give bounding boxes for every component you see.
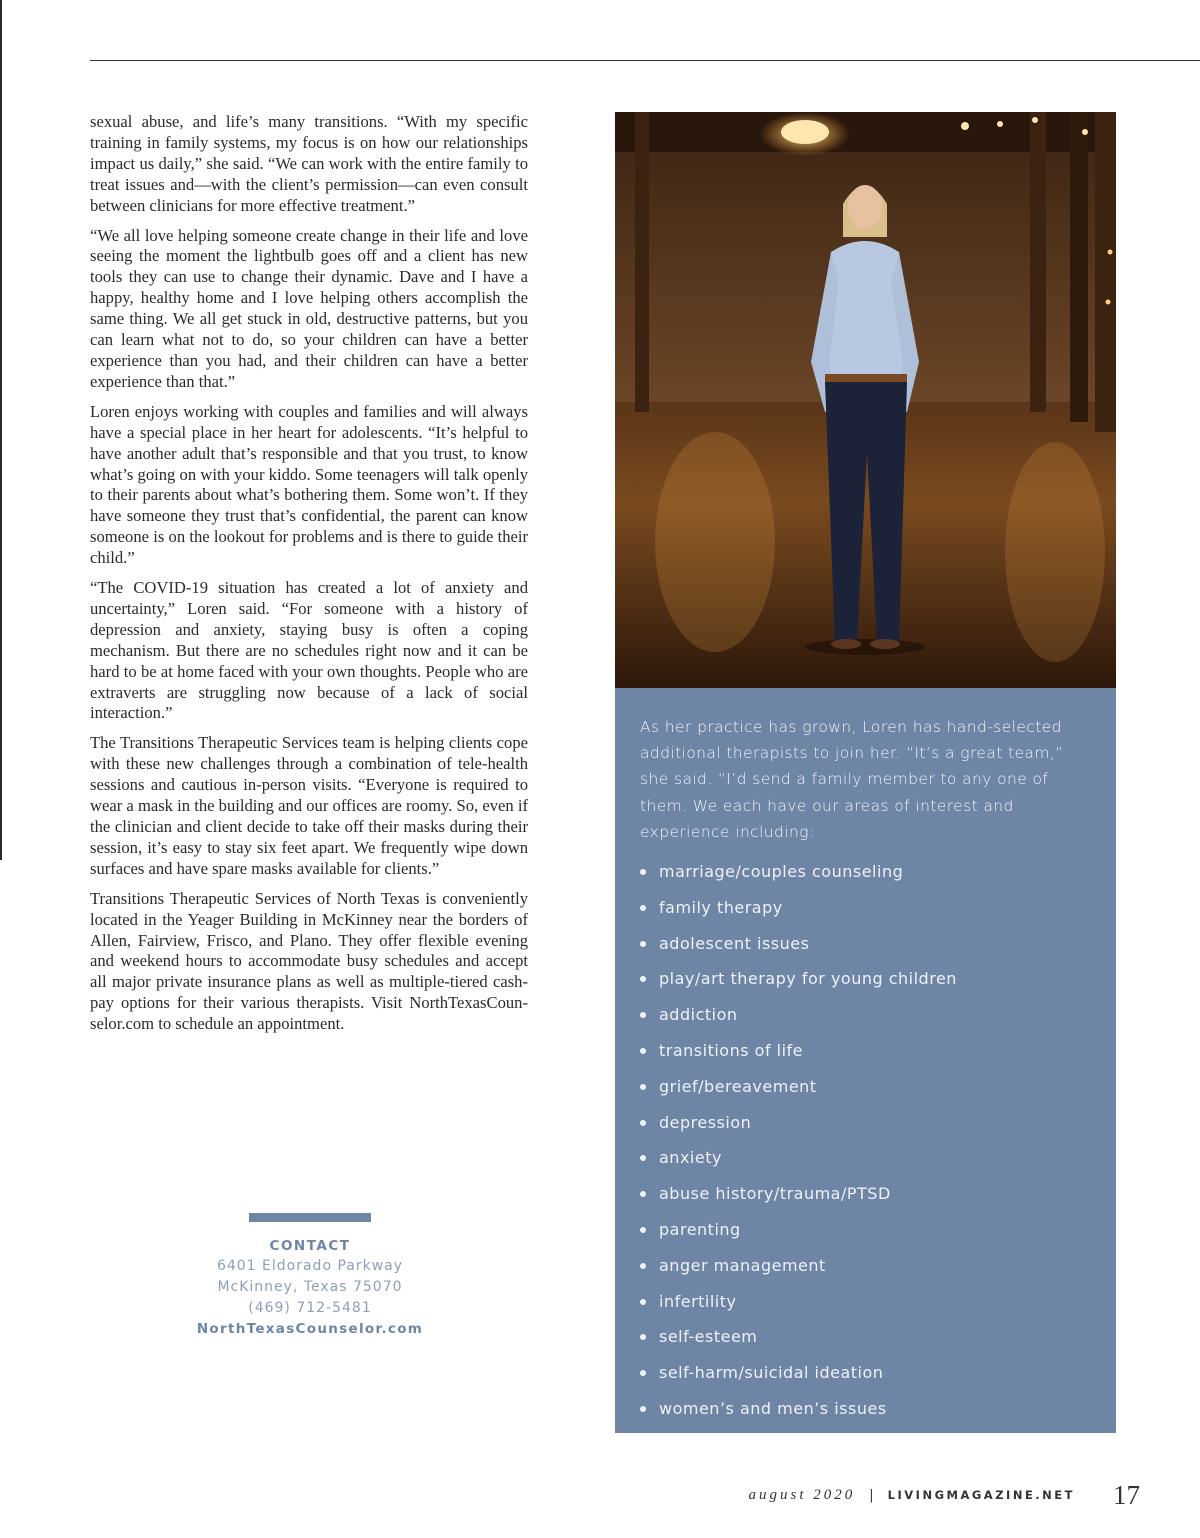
article-paragraph: sexual abuse, and life’s many transitions. “With my specific training in family systems, my focus is on how our relationships impact us daily,” she said. “We can work with the entire family to treat issues and—with the client’s permission—can even consult between clinicians for more effective treatment.” xyxy=(90,112,528,215)
list-item xyxy=(640,926,1096,962)
list-item xyxy=(640,1069,1096,1105)
contact-divider xyxy=(249,1213,371,1222)
bullet-icon xyxy=(640,1370,646,1376)
article-paragraph: Transitions Therapeutic Services of North Texas is conveniently located in the Yeager Building in McKinney near the borders of Allen, Fairview, Frisco, and Plano. They offer flexible evening and weekend hours to accommodate busy schedules and accept all major private insurance plans as well as multiple-tiered cash-pay options for their various therapists. Visit NorthTexasCounselor.com to schedule an appointment. xyxy=(90,888,528,1034)
list-item xyxy=(640,854,1096,890)
service-label: infertility xyxy=(659,1291,737,1311)
service-label: adolescent issues xyxy=(659,933,810,953)
bullet-icon xyxy=(640,1299,646,1305)
footer-site-link[interactable]: LIVINGMAGAZINE.NET xyxy=(887,1488,1075,1502)
list-item xyxy=(640,1248,1096,1284)
contact-website-link[interactable]: NorthTexasCounselor.com xyxy=(196,1321,424,1337)
service-label: grief/bereavement xyxy=(659,1076,817,1096)
bullet-icon xyxy=(640,1263,646,1269)
contact-address-line2: McKinney, Texas 75070 xyxy=(217,1279,403,1295)
list-item xyxy=(640,1105,1096,1141)
service-label: depression xyxy=(659,1112,752,1132)
contact-phone: (469) 712-5481 xyxy=(248,1300,372,1316)
service-label: self-esteem xyxy=(659,1327,758,1347)
list-item xyxy=(640,1033,1096,1069)
service-label: anxiety xyxy=(659,1148,722,1168)
article-paragraph: Loren enjoys working with couples and families and will always have a special place in her heart for adolescents. “It’s helpful to have another adult that’s responsible and that you trust, to know what’s going on with your kiddo. Some teenagers will talk openly to their parents about what’s bothering them. Some won’t. If they have someone they trust that’s confidential, the parent can know someone is on the lookout for problems and is there to guide their child.” xyxy=(90,401,528,568)
service-label: play/art therapy for young children xyxy=(659,969,957,989)
list-item xyxy=(640,1176,1096,1212)
service-label: family therapy xyxy=(659,897,783,917)
services-list xyxy=(640,854,1096,1427)
list-item xyxy=(640,890,1096,926)
bullet-icon xyxy=(640,976,646,982)
list-item xyxy=(640,1355,1096,1391)
bullet-icon xyxy=(640,941,646,947)
service-label: abuse history/trauma/PTSD xyxy=(659,1184,891,1204)
bullet-icon xyxy=(640,1012,646,1018)
service-label: self-harm/suicidal ideation xyxy=(659,1363,884,1383)
article-paragraph: The Transitions Therapeutic Services team is helping clients cope with these new challenges through a combination of tele-health sessions and cautious in-person visits. “Everyone is required to wear a mask in the building and our offices are roomy. So, even if the clinician and client decide to take off their masks during their session, it’s easy to stay six feet apart. We frequently wipe down surfaces and have spare masks available for clients.” xyxy=(90,733,528,878)
service-label: parenting xyxy=(659,1219,741,1239)
page-edge-line xyxy=(0,0,2,860)
service-label: anger management xyxy=(659,1255,826,1275)
article-paragraph: “We all love helping someone create change in their life and love seeing the moment the lightbulb goes off and a client has new tools they can use to change their dynamic. Dave and I have a happy, healthy home and I love helping others accomplish the same thing. We all get stuck in old, destructive patterns, but you can learn what not to do, so your children can have a better experience than you had, and their children can have a better experience than that.” xyxy=(90,225,528,391)
list-item xyxy=(640,997,1096,1033)
service-label: women’s and men’s issues xyxy=(659,1398,887,1418)
top-rule xyxy=(90,60,1200,61)
service-label: marriage/couples counseling xyxy=(659,862,904,882)
bullet-icon xyxy=(640,1048,646,1054)
page-number: 17 xyxy=(1113,1479,1140,1510)
bullet-icon xyxy=(640,869,646,875)
bullet-icon xyxy=(640,1155,646,1161)
bullet-icon xyxy=(640,1120,646,1126)
list-item xyxy=(640,1319,1096,1355)
bullet-icon xyxy=(640,1334,646,1340)
page-footer xyxy=(749,1478,1140,1512)
list-item xyxy=(640,1140,1096,1176)
contact-block xyxy=(180,1213,440,1340)
portrait-photo xyxy=(615,112,1116,688)
article-paragraph: “The COVID-19 situation has created a lot of anxiety and uncertainty,” Loren said. “For someone with a history of depression and anxiety, staying busy is often a coping mechanism. But there are no schedules right now and it can be hard to be at home faced with your own thoughts. People who are extraverts are struggling now because of a lack of social interaction.” xyxy=(90,578,528,723)
bullet-icon xyxy=(640,1227,646,1233)
footer-separator: | xyxy=(869,1487,874,1503)
list-item xyxy=(640,1284,1096,1320)
bullet-icon xyxy=(640,1084,646,1090)
bullet-icon xyxy=(640,905,646,911)
contact-heading: CONTACT xyxy=(269,1238,351,1254)
list-item xyxy=(640,1391,1096,1427)
bullet-icon xyxy=(640,1191,646,1197)
sidebar-intro: As her practice has grown, Loren has hand-selected additional therapists to join her. “It’s a great team,” she said. “I’d send a family member to any one of them. We each have our areas of interest and experience including: xyxy=(640,718,1064,841)
article-body xyxy=(90,112,528,1044)
list-item xyxy=(640,1212,1096,1248)
list-item xyxy=(640,961,1096,997)
issue-date: august 2020 xyxy=(748,1486,856,1503)
service-label: transitions of life xyxy=(659,1041,804,1060)
service-label: addiction xyxy=(659,1005,738,1025)
contact-address-line1: 6401 Eldorado Parkway xyxy=(216,1258,404,1274)
services-sidebar xyxy=(615,688,1116,1433)
bullet-icon xyxy=(640,1406,646,1412)
